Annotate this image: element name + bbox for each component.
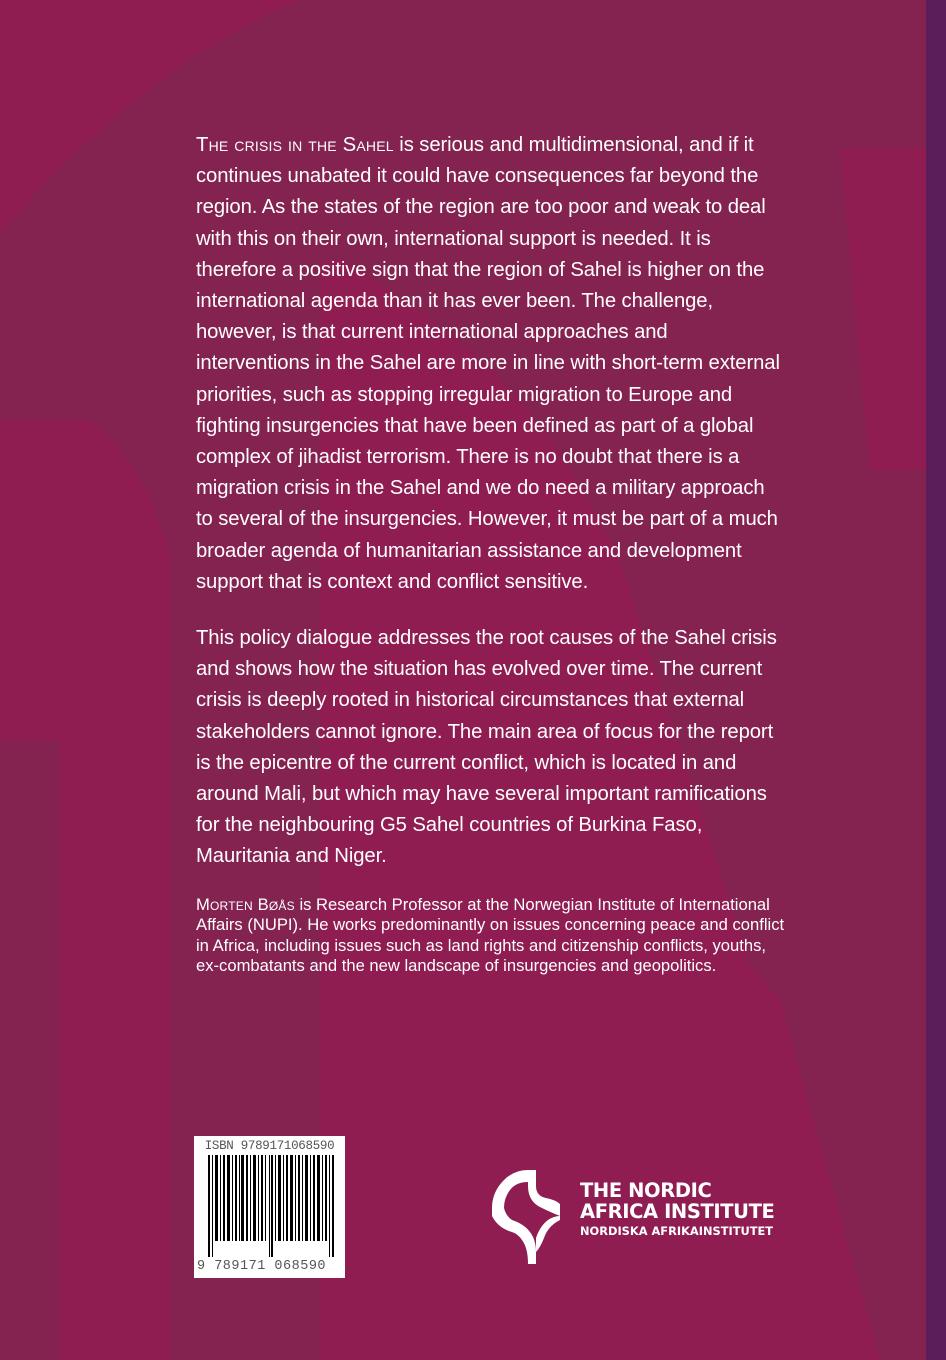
blurb-paragraph-2: This policy dialogue addresses the root causes of the Sahel crisis and shows how the situation has evolved over time. The current crisis is deeply rooted in historical circumstances that external stakeholders cannot ignore. The main area of focus for the report is the epicentre of the current conflict, which is located in and around Mali, but which may have several important ramifications for the neighbouring G5 Sahel countries of Burkina Faso, Mauritania and Niger. <box>196 627 777 868</box>
blurb-paragraph-1-text: is serious and multidimensional, and if it continues unabated it could have consequences far beyond the region. As the states of the region are too poor and weak to deal with this on their own, international support is needed. It is therefore a positive sign that the region of Sahel is higher on the international agenda than it has ever been. The challenge, however, is that current international approaches and interventions in the Sahel are more in line with short-term external priorities, such as stopping irregular migration to Europe and fighting insurgencies that have been defined as part of a global complex of jihadist terrorism. There is no doubt that there is a migration crisis in the Sahel and we do need a military approach to several of the insurgencies. However, it must be part of a much broader agenda of humanitarian assistance and development support that is context and conflict sensitive. <box>196 134 780 593</box>
author-bio-text: is Research Professor at the Norwegian Institute of International Affairs (NUPI). He works predominantly on issues concerning peace and conflict in Africa, including issues such as land rights and citizenship conflicts, youths, ex-combatants and the new landscape of insurgencies and geopolitics. <box>196 894 785 976</box>
publisher-name-line2: AFRICA INSTITUTE <box>580 1200 775 1223</box>
isbn-digits: 9 789171 068590 <box>197 1259 327 1274</box>
isbn-barcode <box>194 1136 345 1278</box>
blurb-lead-small-caps: The crisis in the Sahel <box>196 134 394 156</box>
isbn-label: ISBN 9789171068590 <box>204 1139 335 1153</box>
back-cover-blurb <box>196 130 786 994</box>
publisher-logo <box>490 1168 774 1264</box>
barcode-bars-icon <box>208 1155 337 1257</box>
publisher-name-swedish: NORDISKA AFRIKAINSTITUTET <box>580 1224 774 1238</box>
africa-outline-logo-icon <box>490 1168 560 1264</box>
author-name: Morten Bøås <box>196 894 295 914</box>
blurb-paragraph-1 <box>196 130 786 598</box>
publisher-name-line1: THE NORDIC <box>580 1179 712 1202</box>
book-spine-edge <box>926 0 946 1360</box>
publisher-name <box>580 1180 774 1239</box>
author-bio <box>196 895 786 977</box>
